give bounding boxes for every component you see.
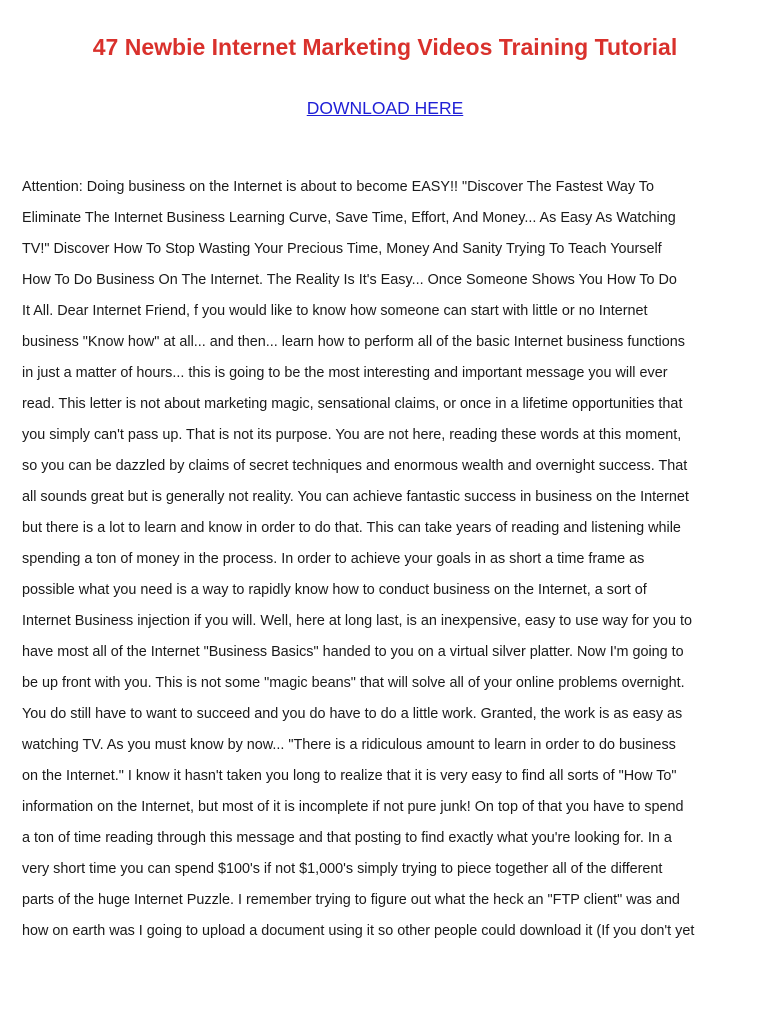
body-text-line: very short time you can spend $100's if not $1,000's simply trying to piece together all of the different	[22, 861, 663, 877]
body-text-line: in just a matter of hours... this is going to be the most interesting and important message you will ever	[22, 365, 668, 381]
download-link-container	[0, 96, 770, 120]
body-text-line: a ton of time reading through this message and that posting to find exactly what you're looking for. In a	[22, 830, 672, 846]
body-text-line: business "Know how" at all... and then... learn how to perform all of the basic Internet business functions	[22, 334, 685, 350]
body-text	[22, 172, 748, 947]
body-text-line: Eliminate The Internet Business Learning Curve, Save Time, Effort, And Money... As Easy As Watching	[22, 210, 676, 226]
body-text-line: so you can be dazzled by claims of secret techniques and enormous wealth and overnight success. That	[22, 458, 688, 474]
body-text-line: on the Internet." I know it hasn't taken you long to realize that it is very easy to find all sorts of "How To"	[22, 768, 677, 784]
body-text-line: but there is a lot to learn and know in order to do that. This can take years of reading and listening while	[22, 520, 681, 536]
document-title: 47 Newbie Internet Marketing Videos Training Tutorial	[92, 34, 678, 60]
body-text-line: you simply can't pass up. That is not its purpose. You are not here, reading these words at this moment,	[22, 427, 682, 443]
download-link[interactable]: DOWNLOAD HERE	[306, 98, 464, 118]
body-text-line: read. This letter is not about marketing magic, sensational claims, or once in a lifetime opportunities that	[22, 396, 683, 412]
body-text-line: parts of the huge Internet Puzzle. I remember trying to figure out what the heck an "FTP client" was and	[22, 892, 680, 908]
body-text-line: be up front with you. This is not some "magic beans" that will solve all of your online problems overnight.	[22, 675, 685, 691]
body-text-line: how on earth was I going to upload a document using it so other people could download it (If you don't yet	[22, 923, 695, 939]
body-text-line: Internet Business injection if you will. Well, here at long last, is an inexpensive, easy to use way for you to	[22, 613, 693, 629]
body-text-line: have most all of the Internet "Business Basics" handed to you on a virtual silver platter. Now I'm going to	[22, 644, 684, 660]
body-text-line: It All. Dear Internet Friend, f you would like to know how someone can start with little or no Internet	[22, 303, 648, 319]
body-text-line: How To Do Business On The Internet. The Reality Is It's Easy... Once Someone Shows You How To Do	[22, 272, 677, 288]
body-text-line: information on the Internet, but most of it is incomplete if not pure junk! On top of that you have to spend	[22, 799, 684, 815]
body-text-line: all sounds great but is generally not reality. You can achieve fantastic success in business on the Internet	[22, 489, 689, 505]
body-text-line: watching TV. As you must know by now... "There is a ridiculous amount to learn in order to do business	[22, 737, 676, 753]
body-text-line: Attention: Doing business on the Internet is about to become EASY!! "Discover The Fastest Way To	[22, 179, 654, 195]
body-text-line: You do still have to want to succeed and you do have to do a little work. Granted, the work is as easy as	[22, 706, 683, 722]
body-text-line: possible what you need is a way to rapidly know how to conduct business on the Internet, a sort of	[22, 582, 647, 598]
body-text-line: spending a ton of money in the process. In order to achieve your goals in as short a time frame as	[22, 551, 645, 567]
body-text-line: TV!" Discover How To Stop Wasting Your Precious Time, Money And Sanity Trying To Teach Yourself	[22, 241, 662, 257]
